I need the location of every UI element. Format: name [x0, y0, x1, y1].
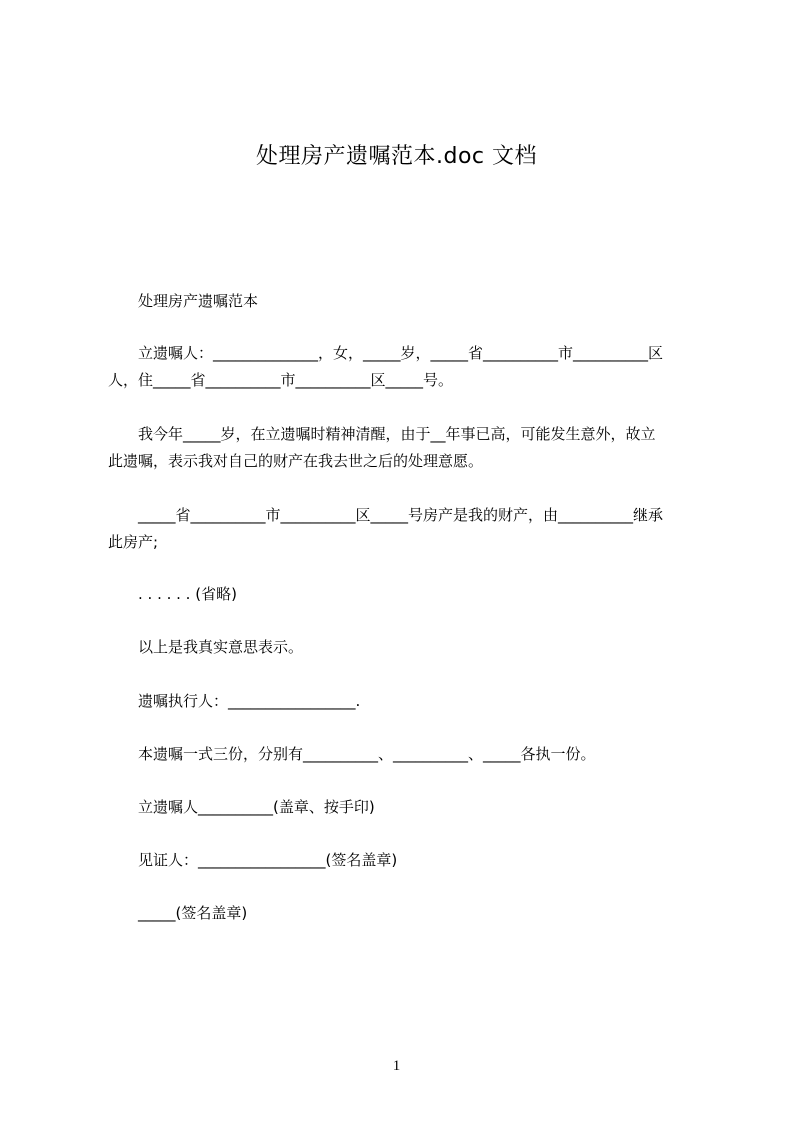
paragraph-testator-signature	[108, 794, 701, 821]
paragraph-declaration	[108, 421, 701, 475]
paragraph-line: 人，住_____省__________市__________区_____号。	[108, 371, 454, 389]
paragraph-line: 本遗嘱一式三份，分别有__________、__________、_____各执一份。	[138, 745, 596, 763]
paragraph-line: . . . . . . (省略)	[138, 585, 237, 603]
paragraph-line: 我今年_____岁，在立遗嘱时精神清醒，由于__年事已高，可能发生意外，故立	[138, 425, 656, 443]
paragraph-heading	[108, 288, 701, 315]
paragraph-line: 以上是我真实意思表示。	[138, 638, 304, 656]
paragraph-testator-info	[108, 340, 701, 394]
paragraph-line: 此遗嘱，表示我对自己的财产在我去世之后的处理意愿。	[108, 452, 484, 470]
paragraph-line: 处理房产遗嘱范本	[138, 292, 259, 310]
paragraph-second-witness	[108, 900, 701, 927]
paragraph-line: 见证人：_________________(签名盖章)	[138, 851, 398, 869]
document-title: 处理房产遗嘱范本.doc 文档	[255, 144, 537, 169]
paragraph-omitted	[108, 581, 701, 608]
paragraph-line: 此房产;	[108, 533, 159, 551]
paragraph-line: _____(签名盖章)	[138, 904, 248, 922]
paragraph-line: 遗嘱执行人：_________________.	[138, 692, 361, 710]
paragraph-line: 立遗嘱人__________(盖章、按手印)	[138, 798, 375, 816]
paragraph-witness	[108, 847, 701, 874]
page-number: 1	[392, 1058, 401, 1074]
paragraph-line: 立遗嘱人：______________，女，_____岁，_____省__________市__________区	[138, 344, 664, 362]
paragraph-line: _____省__________市__________区_____号房产是我的财产，由__________继承	[138, 506, 664, 524]
paragraph-true-intent	[108, 634, 701, 661]
paragraph-copies	[108, 741, 701, 768]
paragraph-executor	[108, 688, 701, 715]
paragraph-property	[108, 502, 701, 556]
